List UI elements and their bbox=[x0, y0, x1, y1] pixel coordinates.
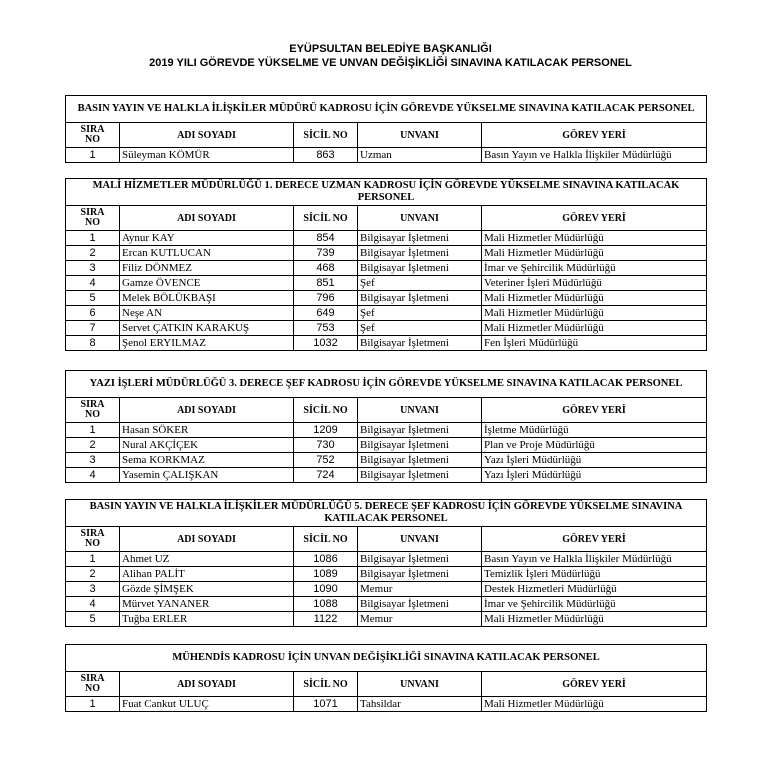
personnel-table bbox=[65, 644, 707, 712]
row-name: Süleyman KÖMÜR bbox=[120, 148, 294, 163]
row-name: Ercan KUTLUCAN bbox=[120, 246, 294, 261]
row-name: Neşe AN bbox=[120, 306, 294, 321]
column-header-gorev: GÖREV YERİ bbox=[482, 672, 707, 697]
row-gorev: Destek Hizmetleri Müdürlüğü bbox=[482, 582, 707, 597]
row-gorev: Mali Hizmetler Müdürlüğü bbox=[482, 306, 707, 321]
column-header-name: ADI SOYADI bbox=[120, 206, 294, 231]
row-unvan: Bilgisayar İşletmeni bbox=[358, 336, 482, 351]
row-name: Ahmet UZ bbox=[120, 552, 294, 567]
row-gorev: Yazı İşleri Müdürlüğü bbox=[482, 453, 707, 468]
row-name: Nural AKÇİÇEK bbox=[120, 438, 294, 453]
row-sicil: 468 bbox=[294, 261, 358, 276]
table-title: MALİ HİZMETLER MÜDÜRLÜĞÜ 1. DERECE UZMAN KADROSU İÇİN GÖREVDE YÜKSELME SINAVINA KATILACAK PERSONEL bbox=[66, 179, 707, 206]
table-row bbox=[66, 612, 707, 627]
row-gorev: Yazı İşleri Müdürlüğü bbox=[482, 468, 707, 483]
table-row bbox=[66, 438, 707, 453]
column-header-sicil: SİCİL NO bbox=[294, 398, 358, 423]
row-name: Fuat Cankut ULUÇ bbox=[120, 697, 294, 712]
column-header-sicil: SİCİL NO bbox=[294, 206, 358, 231]
row-number: 3 bbox=[66, 582, 120, 597]
table-row bbox=[66, 291, 707, 306]
table-row bbox=[66, 567, 707, 582]
row-sicil: 1122 bbox=[294, 612, 358, 627]
table-row bbox=[66, 423, 707, 438]
row-gorev: İmar ve Şehircilik Müdürlüğü bbox=[482, 597, 707, 612]
row-sicil: 796 bbox=[294, 291, 358, 306]
row-name: Mürvet YANANER bbox=[120, 597, 294, 612]
table-row bbox=[66, 246, 707, 261]
row-name: Aynur KAY bbox=[120, 231, 294, 246]
column-header-gorev: GÖREV YERİ bbox=[482, 123, 707, 148]
row-name: Gamze ÖVENCE bbox=[120, 276, 294, 291]
row-name: Yasemin ÇALIŞKAN bbox=[120, 468, 294, 483]
row-unvan: Bilgisayar İşletmeni bbox=[358, 291, 482, 306]
table-row bbox=[66, 321, 707, 336]
column-header-unvan: UNVANI bbox=[358, 672, 482, 697]
row-sicil: 863 bbox=[294, 148, 358, 163]
table-row bbox=[66, 453, 707, 468]
row-unvan: Bilgisayar İşletmeni bbox=[358, 423, 482, 438]
row-gorev: Mali Hizmetler Müdürlüğü bbox=[482, 612, 707, 627]
row-unvan: Bilgisayar İşletmeni bbox=[358, 261, 482, 276]
row-number: 5 bbox=[66, 612, 120, 627]
row-unvan: Bilgisayar İşletmeni bbox=[358, 438, 482, 453]
table-row bbox=[66, 276, 707, 291]
row-gorev: Plan ve Proje Müdürlüğü bbox=[482, 438, 707, 453]
row-name: Hasan SÖKER bbox=[120, 423, 294, 438]
table-row bbox=[66, 336, 707, 351]
row-gorev: Mali Hizmetler Müdürlüğü bbox=[482, 697, 707, 712]
table-row bbox=[66, 552, 707, 567]
table-row bbox=[66, 148, 707, 163]
row-gorev: Mali Hizmetler Müdürlüğü bbox=[482, 231, 707, 246]
row-number: 4 bbox=[66, 276, 120, 291]
row-sicil: 851 bbox=[294, 276, 358, 291]
row-unvan: Bilgisayar İşletmeni bbox=[358, 597, 482, 612]
row-number: 1 bbox=[66, 697, 120, 712]
row-number: 1 bbox=[66, 552, 120, 567]
row-gorev: Veteriner İşleri Müdürlüğü bbox=[482, 276, 707, 291]
row-gorev: Basın Yayın ve Halkla İlişkiler Müdürlüğü bbox=[482, 552, 707, 567]
row-unvan: Tahsildar bbox=[358, 697, 482, 712]
table-row bbox=[66, 261, 707, 276]
row-number: 3 bbox=[66, 453, 120, 468]
row-number: 8 bbox=[66, 336, 120, 351]
column-header-unvan: UNVANI bbox=[358, 398, 482, 423]
row-sicil: 730 bbox=[294, 438, 358, 453]
table-title: BASIN YAYIN VE HALKLA İLİŞKİLER MÜDÜRÜ KADROSU İÇİN GÖREVDE YÜKSELME SINAVINA KATILACAK PERSONEL bbox=[66, 96, 707, 123]
document-subtitle: 2019 YILI GÖREVDE YÜKSELME VE UNVAN DEĞİŞİKLİĞİ SINAVINA KATILACAK PERSONEL bbox=[149, 57, 632, 69]
column-header-gorev: GÖREV YERİ bbox=[482, 206, 707, 231]
row-name: Servet ÇATKIN KARAKUŞ bbox=[120, 321, 294, 336]
row-sicil: 1209 bbox=[294, 423, 358, 438]
table-row bbox=[66, 306, 707, 321]
row-unvan: Bilgisayar İşletmeni bbox=[358, 231, 482, 246]
row-sicil: 724 bbox=[294, 468, 358, 483]
personnel-table bbox=[65, 370, 707, 483]
row-sicil: 739 bbox=[294, 246, 358, 261]
row-number: 5 bbox=[66, 291, 120, 306]
personnel-table bbox=[65, 95, 707, 163]
table-row bbox=[66, 582, 707, 597]
row-number: 2 bbox=[66, 438, 120, 453]
row-number: 1 bbox=[66, 423, 120, 438]
row-number: 7 bbox=[66, 321, 120, 336]
row-number: 3 bbox=[66, 261, 120, 276]
row-gorev: Mali Hizmetler Müdürlüğü bbox=[482, 246, 707, 261]
table-row bbox=[66, 697, 707, 712]
column-header-sira: SIRA NO bbox=[66, 206, 120, 231]
row-name: Gözde ŞİMŞEK bbox=[120, 582, 294, 597]
row-unvan: Şef bbox=[358, 276, 482, 291]
column-header-gorev: GÖREV YERİ bbox=[482, 398, 707, 423]
row-unvan: Şef bbox=[358, 321, 482, 336]
column-header-sira: SIRA NO bbox=[66, 123, 120, 148]
table-title: MÜHENDİS KADROSU İÇİN UNVAN DEĞİŞİKLİĞİ SINAVINA KATILACAK PERSONEL bbox=[66, 645, 707, 672]
document-title: EYÜPSULTAN BELEDİYE BAŞKANLIĞI bbox=[289, 43, 492, 55]
row-sicil: 649 bbox=[294, 306, 358, 321]
row-sicil: 1089 bbox=[294, 567, 358, 582]
row-unvan: Şef bbox=[358, 306, 482, 321]
table-row bbox=[66, 597, 707, 612]
personnel-table bbox=[65, 178, 707, 351]
row-unvan: Uzman bbox=[358, 148, 482, 163]
row-number: 4 bbox=[66, 468, 120, 483]
column-header-sira: SIRA NO bbox=[66, 672, 120, 697]
row-sicil: 752 bbox=[294, 453, 358, 468]
row-number: 2 bbox=[66, 567, 120, 582]
column-header-sicil: SİCİL NO bbox=[294, 527, 358, 552]
row-gorev: Mali Hizmetler Müdürlüğü bbox=[482, 321, 707, 336]
column-header-name: ADI SOYADI bbox=[120, 123, 294, 148]
table-title: YAZI İŞLERİ MÜDÜRLÜĞÜ 3. DERECE ŞEF KADROSU İÇİN GÖREVDE YÜKSELME SINAVINA KATILACAK PERSONEL bbox=[66, 371, 707, 398]
row-gorev: Temizlik İşleri Müdürlüğü bbox=[482, 567, 707, 582]
row-sicil: 854 bbox=[294, 231, 358, 246]
row-name: Sema KORKMAZ bbox=[120, 453, 294, 468]
column-header-unvan: UNVANI bbox=[358, 206, 482, 231]
row-sicil: 1071 bbox=[294, 697, 358, 712]
row-number: 1 bbox=[66, 231, 120, 246]
column-header-sira: SIRA NO bbox=[66, 527, 120, 552]
row-sicil: 1090 bbox=[294, 582, 358, 597]
row-unvan: Bilgisayar İşletmeni bbox=[358, 552, 482, 567]
row-unvan: Memur bbox=[358, 582, 482, 597]
row-name: Melek BÖLÜKBAŞI bbox=[120, 291, 294, 306]
row-sicil: 1032 bbox=[294, 336, 358, 351]
row-unvan: Memur bbox=[358, 612, 482, 627]
row-unvan: Bilgisayar İşletmeni bbox=[358, 567, 482, 582]
row-sicil: 753 bbox=[294, 321, 358, 336]
personnel-table bbox=[65, 499, 707, 627]
column-header-name: ADI SOYADI bbox=[120, 672, 294, 697]
row-gorev: Mali Hizmetler Müdürlüğü bbox=[482, 291, 707, 306]
column-header-sicil: SİCİL NO bbox=[294, 672, 358, 697]
row-gorev: Fen İşleri Müdürlüğü bbox=[482, 336, 707, 351]
row-sicil: 1086 bbox=[294, 552, 358, 567]
row-name: Tuğba ERLER bbox=[120, 612, 294, 627]
row-number: 2 bbox=[66, 246, 120, 261]
row-number: 6 bbox=[66, 306, 120, 321]
column-header-unvan: UNVANI bbox=[358, 123, 482, 148]
table-title: BASIN YAYIN VE HALKLA İLİŞKİLER MÜDÜRLÜĞÜ 5. DERECE ŞEF KADROSU İÇİN GÖREVDE YÜKSELME SINAVINA KATILACAK PERSONEL bbox=[66, 500, 707, 527]
row-gorev: Basın Yayın ve Halkla İlişkiler Müdürlüğü bbox=[482, 148, 707, 163]
row-sicil: 1088 bbox=[294, 597, 358, 612]
row-name: Şenol ERYILMAZ bbox=[120, 336, 294, 351]
column-header-sira: SIRA NO bbox=[66, 398, 120, 423]
table-row bbox=[66, 468, 707, 483]
row-gorev: İşletme Müdürlüğü bbox=[482, 423, 707, 438]
row-number: 4 bbox=[66, 597, 120, 612]
row-gorev: İmar ve Şehircilik Müdürlüğü bbox=[482, 261, 707, 276]
column-header-name: ADI SOYADI bbox=[120, 398, 294, 423]
row-unvan: Bilgisayar İşletmeni bbox=[358, 468, 482, 483]
row-name: Alihan PALİT bbox=[120, 567, 294, 582]
row-name: Filiz DÖNMEZ bbox=[120, 261, 294, 276]
row-unvan: Bilgisayar İşletmeni bbox=[358, 246, 482, 261]
column-header-name: ADI SOYADI bbox=[120, 527, 294, 552]
row-number: 1 bbox=[66, 148, 120, 163]
column-header-sicil: SİCİL NO bbox=[294, 123, 358, 148]
row-unvan: Bilgisayar İşletmeni bbox=[358, 453, 482, 468]
column-header-unvan: UNVANI bbox=[358, 527, 482, 552]
table-row bbox=[66, 231, 707, 246]
column-header-gorev: GÖREV YERİ bbox=[482, 527, 707, 552]
